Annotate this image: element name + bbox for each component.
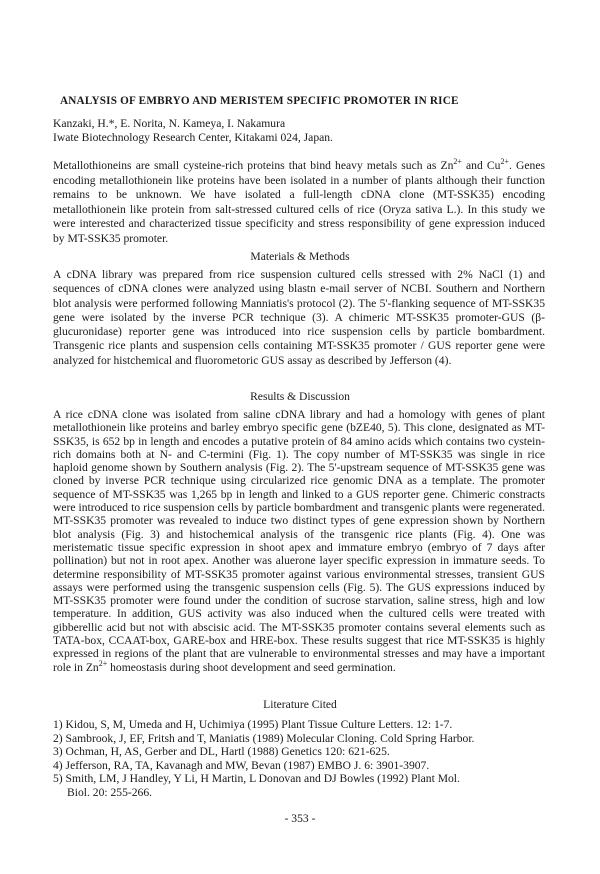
- results-text-part-2: homeostasis during shoot development and seed germination.: [107, 660, 396, 674]
- reference-item: [53, 745, 548, 759]
- reference-item: [53, 732, 548, 746]
- intro-text-part-1: Metallothioneins are small cysteine-rich proteins that bind heavy metals such as Zn: [53, 159, 454, 172]
- intro-text-part-2: and Cu: [461, 159, 501, 172]
- reference-item: [53, 759, 548, 773]
- literature-cited-heading: Literature Cited: [263, 698, 337, 711]
- affiliation: Iwate Biotechnology Research Center, Kitakami 024, Japan.: [53, 131, 333, 144]
- author-list: Kanzaki, H.*, E. Norita, N. Kameya, I. Nakamura: [53, 117, 286, 130]
- zinc-ion-superscript: 2+: [98, 658, 108, 668]
- methods-paragraph: A cDNA library was prepared from rice suspension cultured cells stressed with 2% NaCl (1) and sequences of cDNA clones were analyzed using blastn e-mail server of NCBI. Southern and Northern blot analysis were performed following Manniatis's protocol (2). The 5'-flanking sequence of MT-SSK35 gene were isolated by the inverse PCR technique (3). A chimeric MT-SSK35 promoter-GUS (β-glucuronidase) reporter gene was introduced into rice suspension cells by particle bombardment. Transgenic rice plants and suspension cells containing MT-SSK35 promoter / GUS reporter gene were analyzed for histchemical and fluorometoric GUS assay as described by Jefferson (4).: [53, 268, 545, 367]
- zinc-charge-superscript: 2+: [453, 157, 462, 167]
- reference-item: [53, 718, 548, 732]
- reference-list: [53, 718, 548, 800]
- introduction-paragraph: [53, 159, 545, 247]
- results-discussion-heading: Results & Discussion: [250, 390, 350, 403]
- reference-text: 4) Jefferson, RA, TA, Kavanagh and MW, Bevan (1987) EMBO J. 6: 3901-3907.: [53, 758, 430, 772]
- reference-item: [53, 772, 548, 799]
- reference-continuation: Biol. 20: 255-266.: [67, 785, 153, 799]
- reference-text: 5) Smith, LM, J Handley, Y Li, H Martin, L Donovan and DJ Bowles (1992) Plant Mol.: [53, 772, 460, 786]
- results-text-part-1: A rice cDNA clone was isolated from saline cDNA library and had a homology with genes of plant metallothionein like proteins and barley embryo specific gene (bZE40, 5). This clone, designated as MT-SSK35, is 652 bp in length and encodes a putative protein of 84 amino acids which contains two cystein-rich domains both at N- and C-termini (Fig. 1). The copy number of MT-SSK35 was single in rice haploid genome shown by Southern analysis (Fig. 2). The 5'-upstream sequence of MT-SSK35 gene was cloned by inverse PCR technique using circularized rice genomic DNA as a template. The promoter sequence of MT-SSK35 was 1,265 bp in length and linked to a GUS reporter gene. Chimeric constracts were introduced to rice suspension cells by particle bombardment and transgenic plants were regenerated. MT-SSK35 promoter was revealed to induce two distinct types of gene expression shown by Northern blot analysis (Fig. 3) and histochemical analysis of the transgenic rice plants (Fig. 4). One was meristematic tissue specific expression in shoot apex and immature embryo (embryo of 7 days after pollination) but not in root apex. Another was aluerone layer specific expression in immature seeds. To determine responsibility of MT-SSK35 promoter against various environmental stresses, transient GUS assays were performed using the transgenic suspension cells (Fig. 5). The GUS expressions induced by MT-SSK35 promoter were found under the condition of sucrose starvation, saline stress, high and low temperature. In addition, GUS activity was also induced when the cultured cells were treated with gibberellic acid but not with abscisic acid. The MT-SSK35 promoter contains several elements such as TATA-box, CCAAT-box, GARE-box and HRE-box. These results suggest that rice MT-SSK35 is highly expressed in regions of the plant that are vulnerable to environmental stresses and may have a important role in Zn: [53, 408, 545, 674]
- reference-text: 3) Ochman, H, AS, Gerber and DL, Hartl (1988) Genetics 120: 621-625.: [53, 745, 390, 759]
- materials-methods-heading: Materials & Methods: [250, 250, 350, 263]
- reference-text: 2) Sambrook, J, EF, Fritsh and T, Maniatis (1989) Molecular Cloning. Cold Spring Harbor.: [53, 731, 475, 745]
- copper-charge-superscript: 2+: [500, 157, 509, 167]
- paper-title: ANALYSIS OF EMBRYO AND MERISTEM SPECIFIC PROMOTER IN RICE: [60, 95, 459, 107]
- intro-text-part-3: . Genes encoding metallothionein like proteins have been isolated in a number of plants although their function remains to be unknown. We have isolated a full-length cDNA clone (MT-SSK35) encoding metallothionein like protein from salt-stressed cultured cells of rice (Oryza sativa L.). In this study we were interested and characterized tissue specificity and stress responsibility of gene expression induced by MT-SSK35 promoter.: [53, 159, 545, 245]
- page-number: - 353 -: [284, 812, 316, 825]
- reference-text: 1) Kidou, S, M, Umeda and H, Uchimiya (1995) Plant Tissue Culture Letters. 12: 1-7.: [53, 718, 453, 731]
- results-paragraph: [53, 408, 545, 674]
